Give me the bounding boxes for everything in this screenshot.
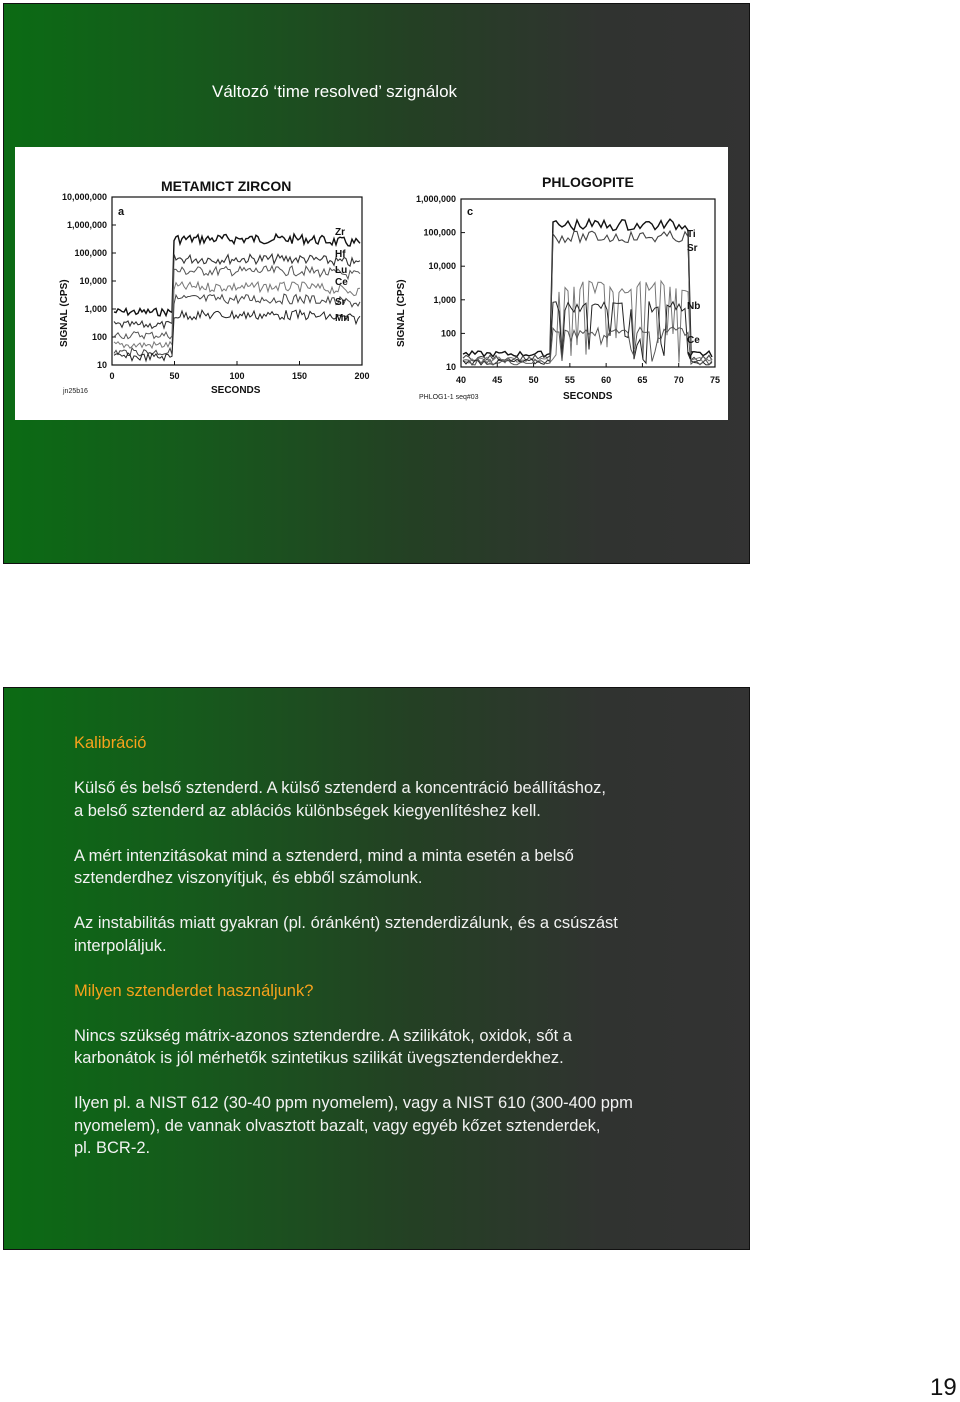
right-x-tick-label: 55 [564, 375, 575, 385]
left-series-label: Mn [335, 313, 350, 324]
left-y-tick-label: 10,000 [79, 276, 107, 286]
right-x-tick-label: 45 [492, 375, 503, 385]
left-x-tick-label: 50 [169, 371, 180, 381]
left-plot-frame [112, 197, 362, 365]
paragraph-intensities: A mért intenzitásokat mind a sztenderd, mind a minta esetén a belső sztenderdhez viszonyítjuk, és ebből számolunk. [74, 846, 574, 887]
left-x-tick-label: 200 [354, 371, 370, 381]
paragraph-nist: Ilyen pl. a NIST 612 (30-40 ppm nyomelem), vagy a NIST 610 (300-400 ppm nyomelem), de vannak olvasztott bazalt, vagy egyéb kőzet sztenderdek, pl. BCR-2. [74, 1094, 633, 1157]
left-y-tick-label: 1,000 [84, 304, 107, 314]
right-series-label: Y [687, 351, 694, 362]
right-x-tick-label: 65 [637, 375, 648, 385]
slide-2 [3, 687, 750, 1250]
paragraph-standards: Külső és belső sztenderd. A külső sztenderd a koncentráció beállításhoz, a belső sztenderd az ablációs különbségek kiegyenlítéshez kell. [74, 779, 606, 820]
left-y-tick-label: 100 [91, 332, 107, 342]
left-x-tick-label: 100 [229, 371, 245, 381]
left-series-label: Ce [335, 277, 348, 288]
right-y-axis-label: SIGNAL (CPS) [396, 279, 407, 347]
right-x-tick-label: 40 [455, 375, 467, 385]
paragraph-matrix: Nincs szükség mátrix-azonos sztenderdre. A szilikátok, oxidok, sőt a karbonátok is jól mérhetők szintetikus szilikát üvegsztenderdekhez. [74, 1026, 572, 1067]
left-footnote: jn25b16 [63, 388, 88, 395]
right-panel-letter: c [467, 206, 474, 218]
slide-1-title: Változó ‘time resolved’ szignálok [212, 82, 458, 101]
left-x-tick-label: 0 [109, 371, 115, 381]
left-y-tick-label: 10,000,000 [61, 192, 107, 202]
right-y-tick-label: 10 [445, 362, 456, 372]
right-y-tick-label: 10,000 [428, 261, 456, 272]
left-signal-trace [114, 266, 360, 339]
calibration-heading: Kalibráció [74, 734, 147, 752]
right-series-label: Sr [687, 243, 698, 254]
right-footnote: PHLOG1-1 seq#03 [419, 394, 479, 401]
right-series-label: Ce [687, 335, 700, 346]
right-y-tick-label: 1,000,000 [415, 194, 456, 204]
figure-svg [15, 147, 728, 420]
left-y-tick-label: 1,000,000 [66, 220, 107, 230]
page-number: 19 [930, 1374, 957, 1401]
right-signal-trace [463, 231, 712, 361]
left-series-label: Zr [335, 227, 345, 238]
left-panel-title: METAMICT ZIRCON [161, 178, 292, 194]
right-x-tick-label: 60 [601, 375, 612, 385]
left-series-label: Hf [335, 249, 346, 260]
left-x-axis-label: SECONDS [211, 385, 261, 396]
right-x-axis-label: SECONDS [563, 391, 613, 402]
left-panel-letter: a [118, 206, 125, 218]
right-y-tick-label: 1,000 [433, 294, 456, 305]
slide-1 [3, 3, 750, 564]
right-y-tick-label: 100 [440, 328, 456, 339]
time-resolved-signal-figure [15, 147, 728, 420]
right-series-label: Ti [687, 229, 696, 240]
slide-2-body [74, 732, 734, 1182]
right-x-tick-label: 50 [528, 375, 539, 385]
left-y-tick-label: 10 [96, 360, 107, 370]
left-x-tick-label: 150 [291, 371, 308, 381]
right-series-label: Nb [687, 301, 701, 312]
left-y-tick-label: 100,000 [74, 248, 107, 258]
right-x-tick-label: 75 [709, 375, 721, 385]
left-signal-trace [114, 234, 360, 316]
left-series-label: Lu [335, 265, 348, 276]
left-series-label: Sr [335, 297, 346, 308]
right-panel-title: PHLOGOPITE [542, 174, 634, 190]
question-line: Milyen sztenderdet használjunk? [74, 981, 314, 1000]
right-signal-trace [463, 327, 712, 365]
left-signal-trace [114, 282, 360, 348]
right-y-tick-label: 100,000 [423, 227, 456, 238]
left-y-axis-label: SIGNAL (CPS) [59, 279, 70, 347]
right-x-tick-label: 70 [673, 375, 684, 385]
paragraph-instability: Az instabilitás miatt gyakran (pl. óránként) sztenderdizálunk, és a csúszást interpoláljuk. [74, 914, 618, 955]
